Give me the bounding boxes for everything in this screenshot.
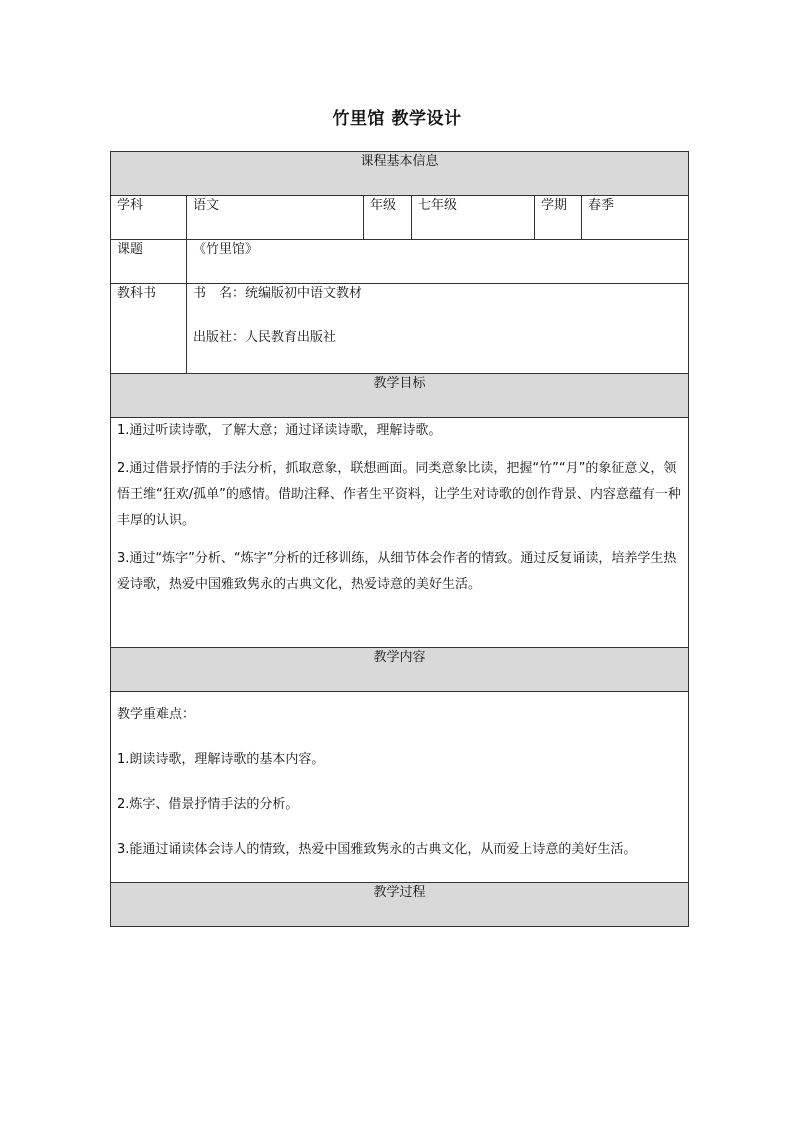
lesson-info-table xyxy=(110,151,689,927)
textbook-row xyxy=(111,284,689,374)
basic-info-header: 课程基本信息 xyxy=(111,152,689,196)
content-body xyxy=(111,692,689,883)
textbook-label: 教科书 xyxy=(111,284,187,374)
process-header-row xyxy=(111,883,689,927)
content-row xyxy=(111,692,689,883)
topic-label: 课题 xyxy=(111,240,187,284)
objectives-body xyxy=(111,418,689,648)
subject-value: 语文 xyxy=(187,196,364,240)
document-title: 竹里馆 教学设计 xyxy=(332,109,462,129)
grade-value: 七年级 xyxy=(412,196,535,240)
content-item-2: 2.炼字、借景抒情手法的分析。 xyxy=(117,797,299,812)
content-header-row xyxy=(111,648,689,692)
basic-info-header-row xyxy=(111,152,689,196)
topic-row xyxy=(111,240,689,284)
objective-item-2: 2.通过借景抒情的手法分析，抓取意象，联想画面。同类意象比读，把握“竹”“月”的象征意义，领悟王维“狂欢/孤单”的感情。借助注释、作者生平资料，让学生对诗歌的创作背景、内容意蕴有一种丰厚的认识。 xyxy=(117,461,681,528)
objectives-header-row xyxy=(111,374,689,418)
topic-value: 《竹里馆》 xyxy=(187,240,689,284)
term-value: 春季 xyxy=(582,196,689,240)
content-item-3: 3.能通过诵读体会诗人的情致，热爱中国雅致隽永的古典文化，从而爱上诗意的美好生活。 xyxy=(117,842,637,857)
objectives-row xyxy=(111,418,689,648)
process-header: 教学过程 xyxy=(111,883,689,927)
objective-item-1: 1.通过听读诗歌，了解大意；通过译读诗歌，理解诗歌。 xyxy=(117,423,442,438)
content-header: 教学内容 xyxy=(111,648,689,692)
textbook-value xyxy=(187,284,689,374)
content-intro: 教学重难点： xyxy=(117,707,196,722)
book-name: 书 名：统编版初中语文教材 xyxy=(193,286,363,301)
objectives-header: 教学目标 xyxy=(111,374,689,418)
subject-label: 学科 xyxy=(111,196,187,240)
content-item-1: 1.朗读诗歌，理解诗歌的基本内容。 xyxy=(117,752,325,767)
publisher: 出版社：人民教育出版社 xyxy=(193,330,337,345)
subject-row xyxy=(111,196,689,240)
term-label: 学期 xyxy=(535,196,582,240)
objective-item-3: 3.通过“炼字”分析、“炼字”分析的迁移训练，从细节体会作者的情致。通过反复诵读，培养学生热爱诗歌，热爱中国雅致隽永的古典文化，热爱诗意的美好生活。 xyxy=(117,551,677,592)
grade-label: 年级 xyxy=(364,196,412,240)
